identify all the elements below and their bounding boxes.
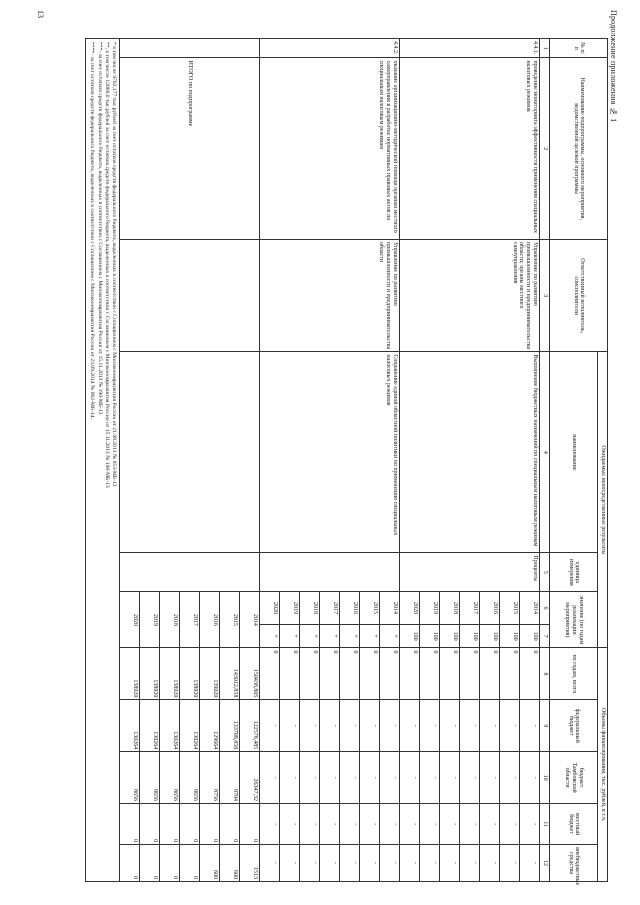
col-number: 8 (540, 648, 550, 700)
year: 2018 (300, 592, 320, 624)
total-local: 0 (160, 804, 180, 845)
fin-local: - (480, 804, 500, 845)
fin-total: 0 (480, 648, 500, 700)
measure-name: оказание организационно-методической помощи органам местного самоуправления в разработке нормативных правовых актов по специальным налоговым режимам (260, 58, 400, 240)
fin-regional: - (300, 752, 320, 804)
total-all: 139020 (200, 648, 220, 700)
header-unit: единица измерения (550, 553, 598, 592)
unit (260, 553, 400, 592)
fin-federal: - (360, 700, 380, 752)
annex-title: Продолжение приложения № 1 (609, 10, 618, 123)
fin-regional: - (360, 752, 380, 804)
row-number: 4.4.2. (260, 39, 400, 58)
document-page (88, 38, 608, 886)
result-name: Выполнение бюджетных назначений по специальным налоговым режимам (400, 352, 540, 553)
fin-federal: - (280, 700, 300, 752)
year: 2019 (420, 592, 440, 624)
value: 100 (400, 624, 420, 648)
total-extrabudget: 1513 (240, 845, 260, 882)
value: 100 (480, 624, 500, 648)
fin-total: 0 (300, 648, 320, 700)
table-row (380, 39, 400, 882)
total-all: 138920 (160, 648, 180, 700)
year: 2016 (480, 592, 500, 624)
total-all: 138920 (180, 648, 200, 700)
value: + (360, 624, 380, 648)
col-number: 9 (540, 700, 550, 752)
fin-regional: - (320, 752, 340, 804)
unit: Проценты (400, 553, 540, 592)
fin-extrabudget: - (360, 845, 380, 882)
fin-total: 0 (500, 648, 520, 700)
fin-extrabudget: - (460, 845, 480, 882)
header-executor: Ответственный исполнитель, соисполнители (550, 239, 608, 351)
total-year: 2014 (240, 592, 260, 648)
total-regional: 26347,32 (240, 752, 260, 804)
year: 2019 (280, 592, 300, 624)
total-federal: 122578,485 (240, 700, 260, 752)
total-label: ИТОГО по подпрограмме (120, 58, 260, 240)
total-extrabudget: 0 (160, 845, 180, 882)
fin-federal: - (420, 700, 440, 752)
fin-extrabudget: - (480, 845, 500, 882)
fin-local: - (260, 804, 280, 845)
fin-federal: - (500, 700, 520, 752)
fin-regional: - (420, 752, 440, 804)
total-all: 150438,805 (240, 648, 260, 700)
header-local: местный бюджет (550, 804, 598, 845)
fin-local: - (400, 804, 420, 845)
year: 2014 (380, 592, 400, 624)
year: 2015 (360, 592, 380, 624)
fin-regional: - (520, 752, 540, 804)
fin-extrabudget: - (260, 845, 280, 882)
total-year: 2015 (220, 592, 240, 648)
value: 100 (440, 624, 460, 648)
fin-local: - (380, 804, 400, 845)
fin-regional: - (260, 752, 280, 804)
fin-federal: - (300, 700, 320, 752)
fin-regional: - (460, 752, 480, 804)
total-row (240, 39, 260, 882)
total-year: 2019 (140, 592, 160, 648)
total-regional: 8656 (180, 752, 200, 804)
total-empty (120, 352, 260, 553)
fin-extrabudget: - (520, 845, 540, 882)
total-regional: 8656 (120, 752, 140, 804)
fin-total: 0 (280, 648, 300, 700)
total-empty (120, 39, 260, 58)
fin-extrabudget: - (300, 845, 320, 882)
total-year: 2018 (160, 592, 180, 648)
total-local: 0 (180, 804, 200, 845)
fin-federal: - (480, 700, 500, 752)
total-regional: 8656 (140, 752, 160, 804)
footnote: * в том числе 9702,177 тыс.рублей за счет остатков средств федерального бюджета, выделенных в соответствии с Соглашением с Минэкономразвития России от 21.08.2013 № 053-МБ-13 (111, 42, 118, 487)
fin-federal: - (320, 700, 340, 752)
program-table (85, 38, 608, 886)
year: 2017 (460, 592, 480, 624)
footnote: ****- за счет остатков средств федерального бюджета, выделенных в соответствии с Соглашением с Минэкономразвития России от 23.09.2014 № 062-МБ-14. (89, 42, 96, 419)
fin-total: 0 (520, 648, 540, 700)
fin-extrabudget: - (420, 845, 440, 882)
total-local: 0 (200, 804, 220, 845)
year: 2014 (520, 592, 540, 624)
col-number: 1 (540, 39, 550, 58)
header-federal: федеральный бюджет (550, 700, 598, 752)
fin-regional: - (440, 752, 460, 804)
col-number: 4 (540, 352, 550, 553)
header-num: № п/п (550, 39, 608, 58)
fin-extrabudget: - (340, 845, 360, 882)
footnotes (86, 39, 120, 882)
total-empty (120, 553, 260, 592)
value: + (260, 624, 280, 648)
fin-federal: - (460, 700, 480, 752)
executor: Управление по развитию промышленности и предпринимательства области (260, 239, 400, 351)
year: 2020 (260, 592, 280, 624)
fin-regional: - (400, 752, 420, 804)
fin-local: - (360, 804, 380, 845)
footnote: ***- за счет остатков средств федерального бюджета, выделенных в соответствии с Соглашением с Минэкономразвития России от 15.11.2013 № 190-МБ-13 (96, 42, 103, 415)
value: + (320, 624, 340, 648)
fin-federal: - (400, 700, 420, 752)
total-local: 0 (240, 804, 260, 845)
col-number: 10 (540, 752, 550, 804)
col-number: 11 (540, 804, 550, 845)
value: + (380, 624, 400, 648)
fin-total: 0 (400, 648, 420, 700)
col-number: 5 (540, 553, 550, 592)
result-name: Сохранение единой областной политики по применению специальных налоговых режимов (260, 352, 400, 553)
total-extrabudget: 600 (220, 845, 240, 882)
fin-local: - (420, 804, 440, 845)
total-all: 138920 (140, 648, 160, 700)
fin-local: - (340, 804, 360, 845)
total-all: 138920 (120, 648, 140, 700)
fin-federal: - (520, 700, 540, 752)
fin-extrabudget: - (440, 845, 460, 882)
fin-local: - (460, 804, 480, 845)
total-extrabudget: 0 (180, 845, 200, 882)
total-federal: 130264 (120, 700, 140, 752)
header-total: по годам, всего (550, 648, 598, 700)
fin-regional: - (480, 752, 500, 804)
fin-total: 0 (420, 648, 440, 700)
fin-extrabudget: - (380, 845, 400, 882)
col-number: 7 (540, 624, 550, 648)
total-regional: 8656 (160, 752, 180, 804)
fin-total: 0 (320, 648, 340, 700)
footnote: **, в том числе 12000,0 тыс.рублей за счет остатков средств федерального бюджета, выделенных в соответствии с Соглашением с Минэкономразвития России от 15.11.2013 № 190-МБ-13 (103, 42, 110, 488)
page-number: 13 (36, 10, 45, 18)
fin-extrabudget: - (400, 845, 420, 882)
total-year: 2016 (200, 592, 220, 648)
fin-total: 0 (260, 648, 280, 700)
year: 2017 (320, 592, 340, 624)
total-local: 0 (140, 804, 160, 845)
col-number: 3 (540, 239, 550, 351)
executor: Управление по развитию промышленности и предпринимательства области; органы местного самоуправления (400, 239, 540, 351)
fin-local: - (440, 804, 460, 845)
fin-total: 0 (360, 648, 380, 700)
col-number: 6 (540, 592, 550, 624)
fin-federal: - (260, 700, 280, 752)
total-federal: 130264 (180, 700, 200, 752)
fin-extrabudget: - (280, 845, 300, 882)
col-number: 2 (540, 58, 550, 240)
total-local: 0 (220, 804, 240, 845)
header-finance-group: Объемы финансирования, тыс. рублей, в т.ч. (598, 648, 608, 882)
total-empty (120, 239, 260, 351)
fin-regional: - (380, 752, 400, 804)
landscape-table-area (88, 38, 608, 886)
year: 2020 (400, 592, 420, 624)
fin-regional: - (280, 752, 300, 804)
header-regional: бюджет Тамбовской области (550, 752, 598, 804)
total-all: 143012,858 (220, 648, 240, 700)
fin-total: 0 (460, 648, 480, 700)
value: 100 (520, 624, 540, 648)
fin-federal: - (340, 700, 360, 752)
value: + (280, 624, 300, 648)
year: 2016 (340, 592, 360, 624)
header-results-group: Ожидаемые непосредственные результаты (598, 352, 608, 648)
total-extrabudget: 600 (200, 845, 220, 882)
value: 100 (500, 624, 520, 648)
year: 2015 (500, 592, 520, 624)
fin-federal: - (440, 700, 460, 752)
header-name: Наименование подпрограммы, основного мероприятия, ведомственной целевой программы (550, 58, 608, 240)
fin-local: - (320, 804, 340, 845)
fin-regional: - (500, 752, 520, 804)
fin-regional: - (340, 752, 360, 804)
value: 100 (460, 624, 480, 648)
total-year: 2017 (180, 592, 200, 648)
year: 2018 (440, 592, 460, 624)
fin-total: 0 (380, 648, 400, 700)
header-values: значение (по годам реализации мероприятия) (550, 592, 598, 648)
total-regional: 8756 (200, 752, 220, 804)
fin-total: 0 (340, 648, 360, 700)
value: 100 (420, 624, 440, 648)
total-federal: 130264 (140, 700, 160, 752)
fin-local: - (500, 804, 520, 845)
measure-name: проведение мониторинга эффективности применения специальных налоговых режимов (400, 58, 540, 240)
header-extrabudget: внебюджетные средства (550, 845, 598, 882)
fin-federal: - (380, 700, 400, 752)
total-regional: 8704 (220, 752, 240, 804)
total-year: 2020 (120, 592, 140, 648)
total-federal: 129664 (200, 700, 220, 752)
fin-extrabudget: - (320, 845, 340, 882)
fin-total: 0 (440, 648, 460, 700)
total-extrabudget: 0 (120, 845, 140, 882)
value: + (300, 624, 320, 648)
table-row (520, 39, 540, 882)
total-extrabudget: 0 (140, 845, 160, 882)
total-federal: 130264 (160, 700, 180, 752)
fin-local: - (520, 804, 540, 845)
fin-local: - (280, 804, 300, 845)
fin-local: - (300, 804, 320, 845)
header-result-name: наименование (550, 352, 598, 553)
row-number: 4.4.1. (400, 39, 540, 58)
total-local: 0 (120, 804, 140, 845)
col-number: 12 (540, 845, 550, 882)
total-federal: 133708,858 (220, 700, 240, 752)
value: + (340, 624, 360, 648)
fin-extrabudget: - (500, 845, 520, 882)
